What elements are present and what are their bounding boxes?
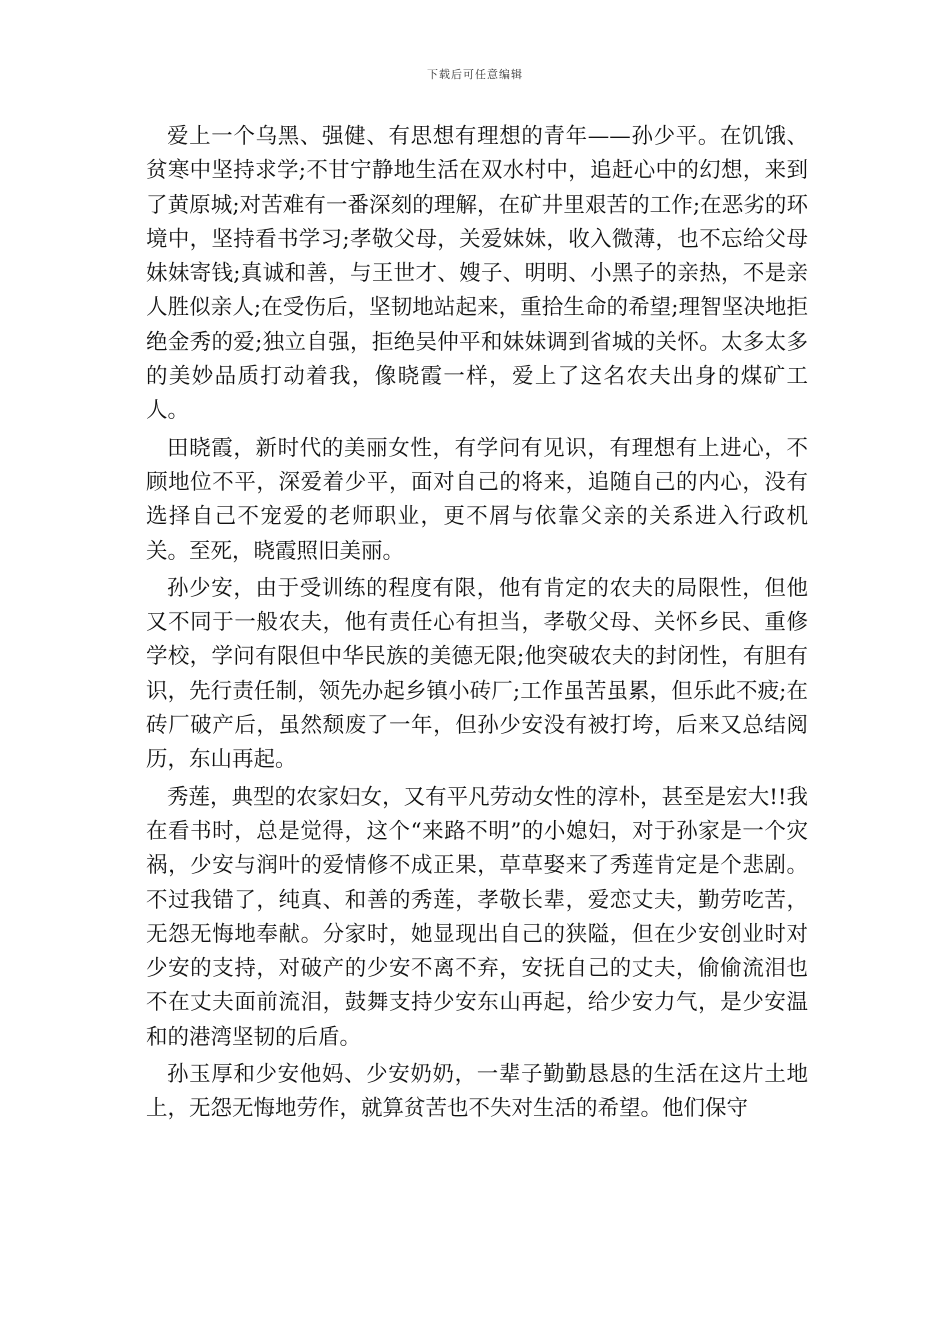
header-note: 下载后可任意编辑: [427, 68, 523, 81]
paragraph-sun-shaoping: 爱上一个乌黑、强健、有思想有理想的青年——孙少平。在饥饿、贫寒中坚持求学;不甘宁静地生活在双水村中，追赶心中的幻想，来到了黄原城;对苦难有一番深刻的理解，在矿井里艰苦的工作;在恶劣的环境中，坚持看书学习;孝敬父母，关爱妹妹，收入微薄，也不忘给父母妹妹寄钱;真诚和善，与王世才、嫂子、明明、小黑子的亲热，不是亲人胜似亲人;在受伤后，坚韧地站起来，重拾生命的希望;理智坚决地拒绝金秀的爱;独立自强，拒绝吴仲平和妹妹调到省城的关怀。太多太多的美妙品质打动着我，像晓霞一样，爱上了这名农夫出身的煤矿工人。: [146, 124, 808, 424]
paragraph-xiulian: 秀莲，典型的农家妇女，又有平凡劳动女性的淳朴，甚至是宏大!!我在看书时，总是觉得，这个“来路不明”的小媳妇，对于孙家是一个灾祸，少安与润叶的爱情修不成正果，草草娶来了秀莲肯定是个悲剧。不过我错了，纯真、和善的秀莲，孝敬长辈，爱恋丈夫，勤劳吃苦，无怨无悔地奉献。分家时，她显现出自己的狭隘，但在少安创业时对少安的支持，对破产的少安不离不弃，安抚自己的丈夫，偷偷流泪也不在丈夫面前流泪，鼓舞支持少安东山再起，给少安力气，是少安温和的港湾坚韧的后盾。: [146, 784, 808, 1050]
article-body: [146, 120, 808, 1127]
paragraph-tian-xiaoxia: 田晓霞，新时代的美丽女性，有学问有见识，有理想有上进心，不顾地位不平，深爱着少平，面对自己的将来，追随自己的内心，没有选择自己不宠爱的老师职业，更不屑与依靠父亲的关系进入行政机关。至死，晓霞照旧美丽。: [146, 435, 808, 564]
paragraph-sun-yuhou: 孙玉厚和少安他妈、少安奶奶，一辈子勤勤恳恳的生活在这片土地上，无怨无悔地劳作，就算贫苦也不失对生活的希望。他们保守: [146, 1062, 808, 1122]
paragraph-sun-shaoan: 孙少安，由于受训练的程度有限，他有肯定的农夫的局限性，但他又不同于一般农夫，他有责任心有担当，孝敬父母、关怀乡民、重修学校，学问有限但中华民族的美德无限;他突破农夫的封闭性，有胆有识，先行责任制，领先办起乡镇小砖厂;工作虽苦虽累，但乐此不疲;在砖厂破产后，虽然颓废了一年，但孙少安没有被打垮，后来又总结阅历，东山再起。: [146, 575, 808, 773]
